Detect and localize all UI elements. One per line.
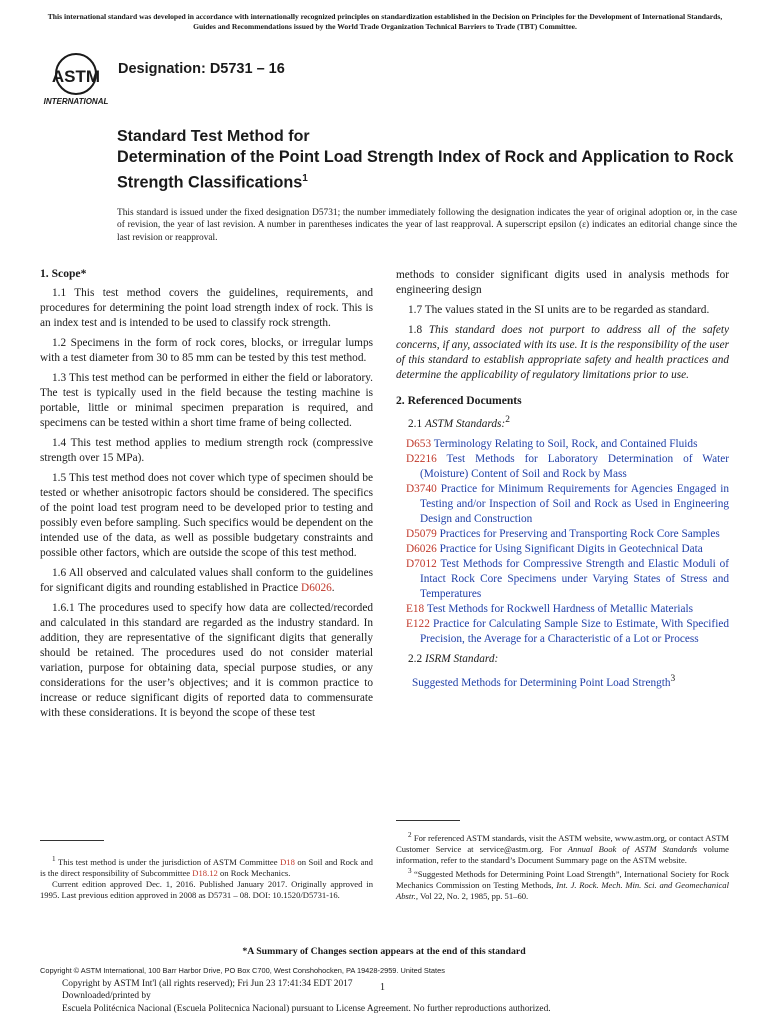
list-item[interactable] <box>396 482 729 527</box>
continuation-text: methods to consider significant digits used in analysis methods for engineering design <box>396 269 729 296</box>
title-line2 <box>117 147 737 193</box>
reference-list <box>396 437 729 647</box>
refdocs-heading: 2. Referenced Documents <box>396 394 522 407</box>
isrm-footnote-mark: 3 <box>670 673 676 684</box>
para-1-2: 1.2 Specimens in the form of rock cores, blocks, or irregular lumps with a test diameter from 30 to 85 mm can be tested by this test method. <box>40 337 373 364</box>
astm-footnote-mark: 2 <box>505 415 510 425</box>
isrm-standard-label <box>396 652 729 667</box>
title-line1: Standard Test Method for <box>117 128 310 145</box>
ref-title[interactable]: Test Methods for Laboratory Determination of Water (Moisture) Content of Soil and Rock by Mass <box>420 452 729 480</box>
issuance-note: This standard is issued under the fixed designation D5731; the number immediately following the designation indicates the year of original adoption or, in the case of revision, the year of last revision. A number in parentheses indicates the year of last reapproval. A superscript epsilon (ε) indicates an editorial change since the last revision or reapproval. <box>117 208 737 243</box>
fn2-text-italic: Annual Book of ASTM Standards <box>567 843 698 854</box>
list-item[interactable] <box>396 542 729 557</box>
ref-title[interactable]: Practices for Preserving and Transporting Rock Core Samples <box>439 527 720 540</box>
license-line-1: Copyright by ASTM Int'l (all rights reserved); Fri Jun 23 17:41:34 EDT 2017 <box>62 979 353 989</box>
astm-label: ASTM Standards: <box>424 417 506 430</box>
ref-code[interactable]: D3740 <box>406 482 437 495</box>
scope-heading: 1. Scope* <box>40 267 87 280</box>
para-1-8-num: 1.8 <box>408 324 429 336</box>
para-1-6 <box>40 566 373 596</box>
fn1-mark: 1 <box>52 855 56 863</box>
fn3-text-b: , Vol 22, No. 2, 1985, pp. 51–60. <box>415 890 529 901</box>
ref-code[interactable]: D653 <box>406 437 432 450</box>
ref-code[interactable]: E122 <box>406 617 430 630</box>
ref-title[interactable]: Practice for Minimum Requirements for Agencies Engaged in Testing and/or Inspection of Soil and Rock as Used in Engineering Design and Construction <box>420 482 729 525</box>
left-column <box>40 266 373 726</box>
svg-text:ASTM: ASTM <box>51 67 101 86</box>
ref-code[interactable]: D7012 <box>406 557 437 570</box>
footnote-rule-right <box>396 820 460 821</box>
ref-link-d6026[interactable]: D6026 <box>301 582 332 594</box>
footnote-1 <box>40 854 373 901</box>
ref-code[interactable]: D6026 <box>406 542 437 555</box>
ref-code[interactable]: D5079 <box>406 527 437 540</box>
isrm-label: ISRM Standard: <box>424 652 499 665</box>
footnote-3 <box>396 866 729 902</box>
astm-logo <box>40 50 112 106</box>
license-watermark <box>62 978 742 1015</box>
license-line-3: Escuela Politécnica Nacional (Escuela Politecnica Nacional) pursuant to License Agreement. No further reproductions authorized. <box>62 1003 551 1014</box>
fn3-text-a: “Suggested Methods for Determining Point Load Strength”, International Society for Rock Mechanics Commission on Testing Methods, <box>396 868 729 890</box>
fn1-text-c: on Rock Mechanics. <box>217 867 291 878</box>
tbt-notice: This international standard was developed in accordance with internationally recognized principles on standardization established in the Decision on Principles for the Development of International Standards, Guides and Recommendations issued by the World Trade Organization Technical Barriers to Trade (TBT) Committee. <box>47 12 723 31</box>
para-1-6-text: 1.6 All observed and calculated values shall conform to the guidelines for significant digits and rounding established in Practice <box>40 567 373 594</box>
ref-title[interactable]: Practice for Using Significant Digits in Geotechnical Data <box>439 542 703 555</box>
para-1-4: 1.4 This test method applies to medium strength rock (compressive strength over 15 MPa). <box>40 437 373 464</box>
footnotes-right <box>396 830 729 902</box>
para-1-1: 1.1 This test method covers the guidelines, requirements, and procedures for determining the point load strength index of rock. This is an index test and is intended to be used to classify rock strength. <box>40 287 373 329</box>
para-1-8 <box>396 323 729 383</box>
list-item[interactable] <box>396 452 729 482</box>
designation: Designation: D5731 – 16 <box>118 61 285 77</box>
title-block <box>117 127 737 193</box>
right-column <box>396 268 729 696</box>
ref-code[interactable]: E18 <box>406 602 425 615</box>
footnote-2 <box>396 830 729 866</box>
fn3-text-italic: Int. J. Rock. Mech. Min. Sci. and Geomechanical Abstr. <box>396 879 729 901</box>
ref-title[interactable]: Terminology Relating to Soil, Rock, and Contained Fluids <box>433 437 698 450</box>
page-number: 1 <box>380 982 385 993</box>
para-1-3: 1.3 This test method can be performed in either the field or laboratory. The test is typically used in the field because the testing machine is portable, little or minimal specimen preparation is required, and specimens can be tested within a short time frame of being collected. <box>40 372 373 429</box>
para-1-6-end: . <box>331 582 335 594</box>
isrm-ref-link[interactable]: Suggested Methods for Determining Point Load Strength <box>412 676 671 689</box>
ref-code[interactable]: D2216 <box>406 452 437 465</box>
ref-title[interactable]: Practice for Calculating Sample Size to Estimate, With Specified Precision, the Average for a Characteristic of a Lot or Process <box>420 617 730 645</box>
svg-text:INTERNATIONAL: INTERNATIONAL <box>43 97 109 106</box>
ref-title[interactable]: Test Methods for Compressive Strength and Elastic Moduli of Intact Rock Core Specimens under Varying States of Stress and Temperatures <box>420 557 730 600</box>
ref-link-d18[interactable]: D18 <box>280 856 295 867</box>
isrm-reference[interactable] <box>396 672 729 691</box>
para-1-5: 1.5 This test method does not cover which type of specimen should be tested or whether anisotropic factors should be considered. The specifics of the point load test program need to be developed prior to testing and possibly even before sampling. Such specifics would be dependent on the intended use of the data, as well as possible budgetary constraints and possible other factors, which are outside the scope of this test method. <box>40 472 373 559</box>
fn2-text-a: For referenced ASTM standards, visit the ASTM website, www.astm.org, or contact ASTM Customer Service at service@astm.org. For <box>396 832 729 854</box>
fn1-text-d: Current edition approved Dec. 1, 2016. Published January 2017. Originally approved in 1995. Last previous edition approved in 2008 as D5731 – 08. DOI: 10.1520/D5731-16. <box>40 878 373 900</box>
fn2-text-b: volume information, refer to the standard’s Document Summary page on the ASTM website. <box>396 843 729 865</box>
copyright-line: Copyright © ASTM International, 100 Barr Harbor Drive, PO Box C700, West Conshohocken, PA 19428-2959. United States <box>40 966 445 975</box>
title-footnote-mark: 1 <box>302 173 308 184</box>
isrm-label-num: 2.2 <box>408 652 425 665</box>
summary-of-changes-note: *A Summary of Changes section appears at the end of this standard <box>242 946 526 957</box>
fn1-text-a: This test method is under the jurisdiction of ASTM Committee <box>57 856 281 867</box>
astm-standards-label <box>396 413 729 432</box>
para-1-6-1: 1.6.1 The procedures used to specify how data are collected/recorded and calculated in this standard are regarded as the industry standard. In addition, they are representative of the significant digits that generally should be retained. The procedures used do not consider material variation, purpose for obtaining data, special purpose studies, or any considerations for the user’s objectives; and it is common practice to increase or reduce significant digits of reported data to commensurate with these considerations. It is beyond the scope of these test <box>40 602 373 719</box>
para-1-8-text: This standard does not purport to address all of the safety concerns, if any, associated with its use. It is the responsibility of the user of this standard to establish appropriate safety and health practices and determine the applicability of regulatory limitations prior to use. <box>396 324 729 381</box>
fn1-text-b: on Soil and Rock and is the direct responsibility of Subcommittee <box>40 856 373 878</box>
license-line-2: Downloaded/printed by <box>62 991 151 1002</box>
list-item[interactable] <box>396 557 729 602</box>
list-item[interactable] <box>396 617 729 647</box>
list-item[interactable] <box>396 437 729 452</box>
ref-title[interactable]: Test Methods for Rockwell Hardness of Metallic Materials <box>426 602 694 615</box>
fn3-mark: 3 <box>408 866 412 875</box>
ref-link-d18-12[interactable]: D18.12 <box>192 867 218 878</box>
astm-label-num: 2.1 <box>408 417 425 430</box>
footnote-rule-left <box>40 840 104 841</box>
fn2-mark: 2 <box>408 831 412 839</box>
para-1-7: 1.7 The values stated in the SI units are to be regarded as standard. <box>408 304 710 316</box>
list-item[interactable] <box>396 527 729 542</box>
list-item[interactable] <box>396 602 729 617</box>
title-main: Determination of the Point Load Strength Index of Rock and Application to Rock Strength Classifications <box>117 148 734 192</box>
